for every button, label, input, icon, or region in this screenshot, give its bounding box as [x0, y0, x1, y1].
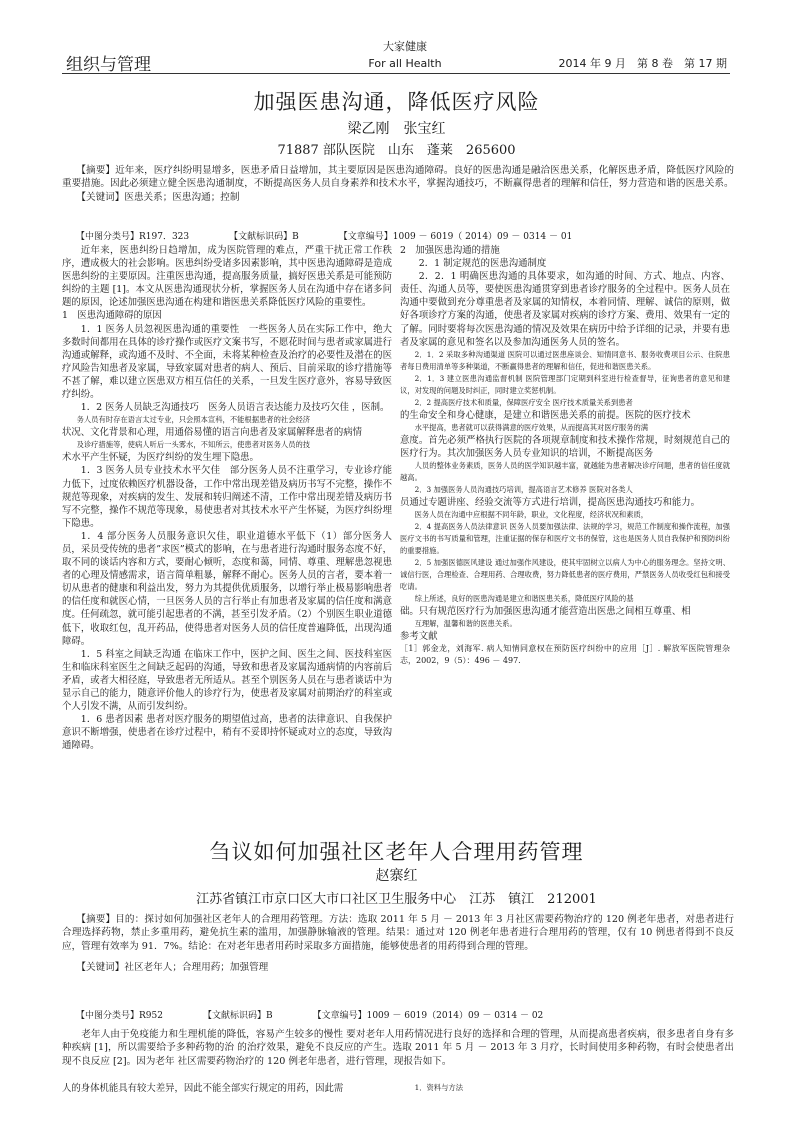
article1-right-paragraph: ［1］郭金龙，刘海军. 病人知情同意权在预防医疗纠纷中的应用［J］. 解放军医院管理杂志，2002，9（5）：496 － 497. [400, 644, 730, 666]
article1-right-paragraph: 2．1 制定规范的医患沟通制度 [418, 258, 547, 270]
article1-right-paragraph: 水平提高，患者就可以获得满意的医疗效果，从而提高其对医疗服务的满 [414, 422, 649, 432]
article1-right-paragraph: 综上所述，良好的医患沟通是建立和谐医患关系，降低医疗风险的基 [414, 594, 634, 604]
article1-right-column [400, 244, 730, 812]
article1-right-paragraph: 2．2．1 明确医患沟通的具体要求，如沟通的时间、方式、地点、内容、责任、沟通人员等，要使医患沟通贯穿到患者诊疗服务的全过程中。医务人员在沟通中要做到充分尊重患者及家属的知情权，本着同情、理解、诚信的原则，做好各项诊疗方案的沟通，使患者及家属对疾病的诊疗方案、费用、效果有一定的了解。同时要将每次医患沟通的情况及效果在病历中给予详细的记录，并要有患者及家属的意见和签名以及参加沟通医务人员的签名。 [400, 271, 730, 348]
article1-right-paragraph: 员通过专题讲座、经验交流等方式进行培训，提高医患沟通技巧和能力。 [400, 497, 701, 509]
article1-left-column [62, 244, 392, 812]
article2-abstract: 【摘要】目的：探讨如何加强社区老年人的合理用药管理。方法：选取 2011 年 5 月 － 2013 年 3 月社区需要药物治疗的 120 例老年患者，对患者进行合理选择药物，禁止多重用药，避免抗生素的滥用，加强静脉输液的管理。结果：通过对 120 例老年患者进行合理用药的管理，仅有 10 例患者得到不良反应，管理有效率为 91．7%。结论：在对老年患者用药时采取多方面措施，能够使患者的用药得到合理的管理。 [62, 914, 734, 952]
article1-affiliation: 71887 部队医院 山东 蓬莱 265600 [277, 143, 516, 158]
article1-abstract-block [62, 164, 734, 204]
article1-left-paragraph: 近年来，医患纠纷日趋增加，成为医院管理的难点，严重干扰正常工作秩序，遭成极大的社会影响。医患纠纷受诸多因素影响，其中医患沟通障碍是造成医患纠纷的主要原因。注重医患沟通，提高服务质量，搞好医患关系是可能预防纠纷的主题 [1]。本文从医患沟通现状分析，掌握医务人员在沟通中存在诸多问题的原因，论述加强医患沟通在构建和谐医患关系降低医疗风险的重要性。 [62, 245, 392, 309]
journal-title [350, 38, 460, 72]
article1-left-paragraph: 及诊疗措施等，使病人听后一头雾水，不知所云，使患者对医务人员的技 [76, 440, 311, 450]
article1-left-paragraph: 1 医患沟通障碍的原因 [62, 310, 162, 322]
article1-left-paragraph: 1．3 医务人员专业技术水平欠佳 部分医务人员不注重学习，专业诊疗能力低下，过度依赖医疗机器设备，工作中常出现差错及病历书写不完整，操作不规范等现象，对疾病的发生、发展和转归阐述不清，工作中常出现差错及病历书写不完整，操作不规范等现象，易使患者对其技术水平产生怀疑，为医疗纠纷埋下隐患。 [62, 465, 392, 529]
article2-authors: 赵寨红 [375, 868, 418, 884]
article2-intro: 老年人由于免疫能力和生理机能的降低，容易产生较多的慢性 要对老年人用药情况进行良好的选择和合理的管理，从而提高患者疾病，很多患者自身有多种疾病 [1]，所以需要给予多种药物的治 的治疗效果，避免不良反应的产生。选取 2011 年 5 月 － 2013 年 3 月疗，长时间使用多种药物，有时会使患者出现不良反应 [2]。因为老年 社区需要药物治疗的 120 例老年患者，进行管理，现报告如下。 [62, 1029, 734, 1067]
journal-title-cn: 大家健康 [383, 40, 427, 53]
article1-clc: 【中图分类号】R197．323 [76, 232, 190, 242]
article1-classification [62, 229, 734, 242]
article1-right-paragraph: 参考文献 [400, 631, 438, 643]
article2-intro-block [62, 1028, 734, 1068]
journal-title-en: For all Health [368, 57, 442, 70]
article2-abstract-block [62, 913, 734, 975]
article1-right-paragraph: 2．1．2 采取多种沟通渠道 医院可以通过医患座谈会、知情同意书、服务收费项目公示、住院患者每日费用清单等多种渠道，不断赢得患者的理解和信任，促进和谐医患关系。 [400, 349, 730, 371]
article1-right-paragraph: 人员的整体业务素质，医务人员的医学知识越丰富，就越能为患者解决诊疗问题，患者的信任度就越高。 [400, 461, 730, 483]
article1-left-paragraph: 术水平产生怀疑，为医疗纠纷的发生埋下隐患。 [62, 452, 259, 464]
article1-left-paragraph: 1．6 患者因素 患者对医疗服务的期望值过高，患者的法律意识、自我保护意识不断增强，使患者在诊疗过程中，稍有不妥即持怀疑或对立的态度，导致沟通障碍。 [62, 714, 392, 752]
article1-left-paragraph: 状况、文化背景和心理，用通俗易懂的语言向患者及家属解释患者的病情 [62, 427, 363, 439]
article1-right-paragraph: 的生命安全和身心健康，是建立和谐医患关系的前提。医院的医疗技术 [400, 409, 691, 421]
article1-right-paragraph: 2．3 加强医务人员沟通技巧培训，提高语言艺术修养 医院对各类人 [414, 485, 633, 495]
article2-doc-code: 【文献标识码】B [202, 1011, 273, 1021]
section-name: 组织与管理 [66, 55, 151, 75]
article2-keywords: 【关键词】社区老年人；合理用药；加强管理 [76, 962, 269, 974]
article1-right-paragraph: 2．1．3 建立医患沟通监督机制 医院管理部门定期到科室进行检查督导，征询患者的意见和建议，对发现的问题及时纠正，同时建立奖惩机制。 [400, 373, 730, 395]
article1-right-paragraph: 互理解，温馨和谐的医患关系。 [414, 619, 517, 629]
article2-intro-right-tail: 1．资料与方法 [414, 1083, 464, 1092]
article1-doc-code: 【文献标识码】B [229, 232, 299, 242]
article1-right-paragraph: 2．2 提高医疗技术和质量，保障医疗安全 医疗技术质量关系到患者 [414, 397, 633, 407]
article2-affiliation: 江苏省镇江市京口区大市口社区卫生服务中心 江苏 镇江 212001 [196, 892, 597, 907]
article2-article-no: 【文章编号】1009 － 6019（2014）09 － 0314 － 02 [312, 1011, 544, 1021]
article1-title: 加强医患沟通，降低医疗风险 [253, 90, 540, 114]
article1-left-paragraph: 务人员有时存在语言太过专业，只会照本宣科，不能根据患者的社会经济 [76, 415, 311, 425]
article1-keywords: 【关键词】医患关系；医患沟通；控制 [76, 191, 240, 203]
article1-left-paragraph: 1．4 部分医务人员服务意识欠佳，职业道德水平低下（1）部分医务人员，采员受传统的患者”求医”模式的影响，在与患者进行沟通时服务态度不好，取不同的谈话内容和方式，要耐心倾听，态度和蔼，同情、尊重、理解患忽视患者的心理及情感需求，语言简单粗暴，解释不耐心。医务人员的言者，要本着一切从患者的健康和利益出发，努力为其提供优质服务，以增行举止极易影响患者的信任度和就医心情，一旦医务人员的言行举止有加患者及家属的信任度和满意度。任何疏忽，就可能引起患者的不满，甚至引发矛盾。（2）个别医生职业道德低下，收取红包，乱开药品，使得患者对医务人员的信任度普遍降低，出现沟通障碍。 [62, 530, 392, 647]
header-rule [62, 73, 730, 74]
article1-left-paragraph: 1．5 科室之间缺乏沟通 在临床工作中，医护之间、医生之间、医技科室医生和临床科室医生之间缺乏起码的沟通，导致和患者及家属沟通病情的内容前后矛盾，或者大相径庭，导致患者无所适从。甚至个别医务人员在与患者谈话中为显示自己的能力，随意评价他人的诊疗行为，使患者及家属对前期治疗的科室或个人引发不满，从而引发纠纷。 [62, 648, 392, 713]
article1-right-paragraph: 意度。首先必须严格执行医院的各项规章制度和技术操作常规，时刻规范自己的医疗行为。其次加强医务人员专业知识的培训，不断提高医务 [400, 434, 730, 459]
article2-right-tail [400, 1082, 730, 1098]
article1-right-paragraph: 2．5 加强医德医风建设 通过加强作风建设，使其牢固树立以病人为中心的服务理念。坚持文明、诚信行医，合理检查、合理用药、合理收费，努力降低患者的医疗费用，严禁医务人员收受红包和接受吃请。 [400, 558, 730, 592]
article1-right-paragraph: 2．4 提高医务人员法律意识 医务人员要加强法律、法规的学习，规范工作制度和操作流程，加强医疗文书的书写质量和管理，注重证据的保存和医疗文书的保管，这也是医务人员自我保护和预防纠纷的重要措施。 [400, 522, 730, 556]
article2-classification [62, 1008, 734, 1021]
article1-left-paragraph: 1．2 医务人员缺乏沟通技巧 医务人员语言表达能力及技巧欠佳 ，医制。 [80, 402, 390, 414]
article1-right-paragraph: 础。只有规范医疗行为加强医患沟通才能营造出医患之间相互尊重、相 [400, 606, 691, 618]
article1-right-paragraph: 2 加强医患沟通的措施 [400, 245, 500, 256]
article2-title: 刍议如何加强社区老年人合理用药管理 [209, 840, 584, 864]
article2-clc: 【中图分类号】R952 [76, 1011, 163, 1021]
article1-left-paragraph: 1．1 医务人员忽视医患沟通的重要性 一些医务人员在实际工作中，绝大多数时间都用在具体的诊疗操作或医疗文案书写，不愿花时间与患者或家属进行沟通或解释，或沟通不及时、不全面，未将某种检查及治疗的必要性及潜在的医疗风险告知患者及家属，导致家属对患者的病人、预后、目前采取的诊疗措施等不甚了解，难以建立医患双方相互信任的关系，一旦发生医疗意外，容易导致医疗纠纷。 [62, 323, 392, 401]
issue-info: 2014 年 9 月 第 8 卷 第 17 期 [558, 57, 727, 70]
article1-authors: 梁乙刚 张宝红 [347, 121, 446, 137]
article1-right-paragraph: 医务人员在沟通中应根据不同年龄，职业，文化程度，经济状况和素质， [414, 510, 649, 520]
article2-left-tail [62, 1082, 392, 1098]
article1-article-no: 【文章编号】1009 － 6019（ 2014）09 － 0314 － 01 [338, 232, 573, 242]
article1-abstract: 【摘要】近年来，医疗纠纷明显增多，医患矛盾日益增加，其主要原因是医患沟通障碍。良好的医患沟通是融洽医患关系，化解医患矛盾，降低医疗风险的重要措施。因此必须建立健全医患沟通制度，不断提高医务人员自身素养和技术水平，掌握沟通技巧，不断赢得患者的理解和信任，努力营造和谐的医患关系。 [62, 165, 734, 190]
article2-intro-left-tail: 人的身体机能具有较大差异，因此不能全部实行规定的用药，因此需 [62, 1083, 344, 1094]
